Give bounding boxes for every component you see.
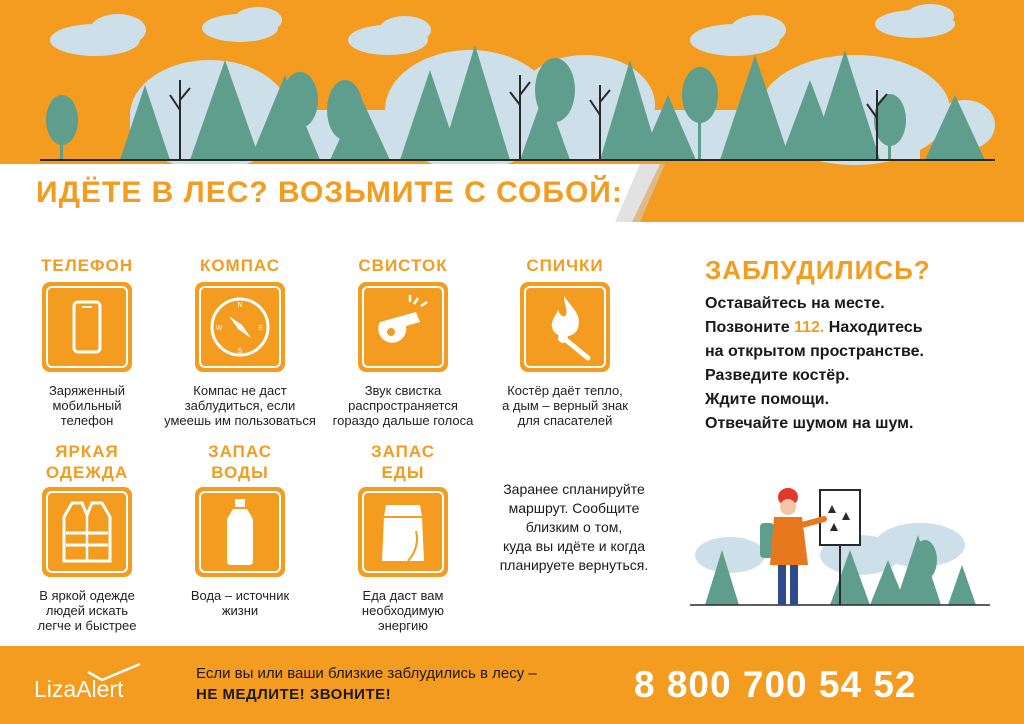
lost-line: Отвечайте шумом на шум. (705, 415, 914, 432)
item-title: ЯРКАЯ (55, 442, 119, 461)
item-food (318, 441, 488, 633)
phone-icon (42, 282, 132, 372)
lost-line: Ждите помощи. (705, 391, 830, 408)
item-title: ЗАПАС (370, 442, 436, 461)
item-desc-line: Еда даст вам (362, 588, 444, 603)
match-flame-icon (520, 282, 610, 372)
item-title: ОДЕЖДА (45, 463, 129, 482)
hiker-illustration (690, 455, 990, 615)
item-bright-clothes (2, 441, 172, 633)
item-title: СПИЧКИ (526, 256, 604, 275)
lost-line: Оставайтесь на месте. (705, 295, 885, 312)
item-title: СВИСТОК (358, 256, 448, 275)
hotline-phone[interactable]: 8 800 700 54 52 (634, 664, 917, 705)
lost-line-part: Находитесь (824, 319, 923, 336)
item-title: ЗАПАС (207, 442, 273, 461)
item-desc-line: Вода – источник (190, 588, 290, 603)
item-phone (2, 255, 172, 428)
emergency-number: 112. (794, 319, 825, 336)
lost-heading: ЗАБЛУДИЛИСЬ? (705, 255, 931, 285)
item-desc-line: необходимую (361, 603, 445, 618)
item-desc-line: Компас не даст (193, 383, 287, 398)
item-whistle (318, 255, 488, 428)
item-desc-line: Заряженный (48, 383, 126, 398)
compass-e: E (258, 325, 264, 332)
item-title: ЕДЫ (381, 463, 425, 482)
item-title: КОМПАС (199, 256, 281, 275)
item-desc-line: гораздо дальше голоса (332, 413, 474, 428)
item-desc-line: Костёр даёт тепло, (507, 383, 623, 398)
footer-callout: НЕ МЕДЛИТЕ! ЗВОНИТЕ! (196, 686, 392, 703)
plan-line: близким о том, (525, 519, 623, 535)
page-title: ИДЁТЕ В ЛЕС? ВОЗЬМИТЕ С СОБОЙ: (36, 176, 623, 209)
item-desc-line: распространяется (348, 398, 458, 413)
item-desc-line: людей искать (45, 603, 129, 618)
item-desc-line: легче и быстрее (37, 618, 137, 633)
item-desc-line: а дым – верный знак (502, 398, 628, 413)
vest-icon (42, 487, 132, 577)
plan-line: планируете вернуться. (499, 557, 649, 573)
item-compass (155, 255, 325, 428)
compass-icon (195, 282, 285, 372)
water-bottle-icon (195, 487, 285, 577)
plan-line: маршрут. Сообщите (508, 500, 640, 516)
compass-n: N (237, 302, 243, 309)
item-desc-line: умеешь им пользоваться (164, 413, 316, 428)
item-matches (480, 255, 650, 428)
item-desc-line: заблудиться, если (184, 398, 296, 413)
plan-line: куда вы идёте и когда (503, 538, 645, 554)
lost-line-call (705, 316, 924, 340)
compass-s: S (237, 348, 243, 355)
item-desc-line: Звук свистка (364, 383, 442, 398)
item-desc-line: жизни (221, 603, 259, 618)
food-bag-icon (358, 487, 448, 577)
item-desc-line: для спасателей (517, 413, 613, 428)
item-title: ТЕЛЕФОН (41, 256, 133, 275)
item-water (155, 441, 325, 618)
lost-instructions (705, 292, 924, 436)
item-desc-line: энергию (377, 618, 429, 633)
compass-w: W (215, 325, 223, 332)
lost-line-part: Позвоните (705, 319, 795, 336)
lost-line: Разведите костёр. (705, 367, 850, 384)
plan-route-text (474, 480, 674, 575)
whistle-icon (358, 282, 448, 372)
plan-line: Заранее спланируйте (503, 481, 645, 497)
item-title: ВОДЫ (211, 463, 269, 482)
item-desc-line: В яркой одежде (39, 588, 135, 603)
footer-message: Если вы или ваши близкие заблудились в лесу – (196, 665, 537, 682)
item-desc-line: мобильный (52, 398, 122, 413)
lizaalert-logo: LizaAlert (34, 676, 124, 702)
lost-line: на открытом пространстве. (705, 343, 924, 360)
item-desc-line: телефон (60, 413, 114, 428)
